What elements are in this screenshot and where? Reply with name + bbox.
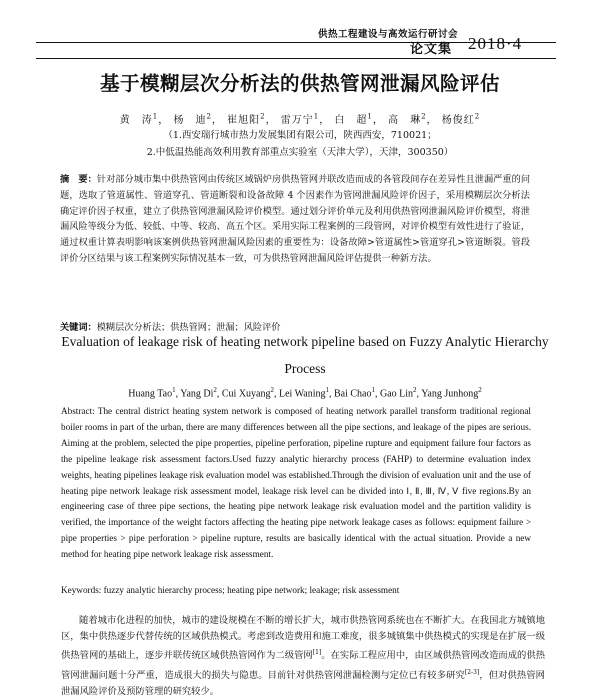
abstract-en-label: Abstract: [61, 406, 95, 416]
citation-ref: [2-3] [464, 668, 480, 676]
author-cn: 杨俊红 [441, 115, 475, 126]
author-affil-mark: 1 [313, 112, 320, 121]
author-cn: 杨 迪 [173, 115, 207, 126]
author-cn: 雷万宁 [280, 115, 314, 126]
body-paragraph [61, 613, 545, 700]
header-rule-bottom [36, 58, 556, 59]
author-cn: 黄 涛 [119, 115, 153, 126]
abstract-cn [60, 172, 530, 267]
author-cn: 高 琳 [388, 115, 422, 126]
body-text-3: ，但对供热管网泄漏风险评价及预防管理的研究较少。 [61, 669, 545, 697]
abstract-en [61, 404, 531, 563]
keywords-cn-text: 模糊层次分析法；供热管网；泄漏；风险评价 [96, 322, 281, 333]
abstract-cn-label: 摘 要： [60, 174, 97, 185]
author-affil-mark: 1 [152, 112, 159, 121]
author-affil-mark: 2 [260, 112, 266, 121]
author-affil-mark: 2 [421, 112, 427, 121]
abstract-cn-text: 针对部分城市集中供热管网由传统区域锅炉房供热管网并联改造而成的各管段间存在差异性且泄漏严重的问题，选取了管道属性、管道穿孔、管道断裂和设备故障 4 个因素作为管网泄漏风险评价因子，采用模糊层次分析法确定评价因子权重，建立了供热管网泄漏风险评价模型。通过划分评价单元及利用供热管网泄漏风险评价模型，将泄漏风险等级分为低、较低、中等、较高、高五个区。采用实际工程案例的三段管网，对评价模型有效性进行了验证，通过权重计算表明影响该案例供热管网泄漏风险因素的重要性为：设备故障>管道属性>管道穿孔>管道断裂。管段评价分区结果与该工程案例实际情况基本一致，可为供热管网泄漏风险评估提供一种新方法。 [60, 174, 531, 264]
author-affil-mark: 2 [478, 386, 482, 394]
paper-title-en: Evaluation of leakage risk of heating network pipeline based on Fuzzy Analytic Hierarchy Process [61, 334, 549, 376]
issue-number: 2018·4 [468, 34, 523, 53]
author-en: Lei Waning [279, 388, 326, 400]
affiliation-2: 2.中低温热能高效利用教育部重点实验室（天津大学），天津，300350） [146, 147, 454, 158]
author-list-cn: 黄 涛$^1$， 杨 迪$^2$， 崔旭阳$^2$， 雷万宁$^1$， 白 超$^1$， 高 琳$^2$， 杨俊红$^2$ [119, 112, 481, 126]
body-text-1: 随着城市化进程的加快，城市的建设规模在不断的增长扩大，城市供热管网系统也在不断扩大。在我国北方城镇地区，集中供热逐步代替传统的区域供热模式。考虑到改造费用和施工难度，很多城镇集中供热模式的实现是在扩展一级供热管网的基础上，逐步并联传统区域供热管网作为二级管网 [61, 615, 545, 662]
author-en: Cui Xuyang [221, 388, 271, 400]
author-cn: 崔旭阳 [227, 115, 261, 126]
author-en: Yang Di [180, 388, 214, 400]
running-header [0, 0, 600, 64]
keywords-en [61, 585, 541, 595]
author-affil-mark: 2 [270, 386, 274, 394]
citation-ref: [1] [312, 649, 322, 657]
keywords-en-label: Keywords: [61, 585, 102, 595]
author-en: Bai Chao [334, 388, 372, 400]
author-affil-mark: 1 [325, 386, 329, 394]
author-affil-mark: 2 [413, 386, 417, 394]
body-text-2: 。在实际工程应用中，由区域供热管网改造而成的供热管网泄漏问题十分严重，造成很大的损失与隐患。目前针对供热管网泄漏检测与定位已有较多研究 [61, 650, 545, 681]
keywords-en-text: fuzzy analytic hierarchy process; heating pipe network; leakage; risk assessment [103, 585, 400, 595]
author-affil-mark: 2 [474, 112, 481, 121]
author-cn: 白 超 [334, 115, 368, 126]
affiliation-1: （1.西安瑞行城市热力发展集团有限公司，陕西西安，710021； [163, 130, 437, 141]
author-affil-mark: 2 [213, 386, 217, 394]
author-en: Yang Junhong [421, 388, 479, 400]
author-en: Huang Tao [128, 388, 173, 400]
author-en: Gao Lin [380, 388, 414, 400]
journal-name: 供热工程建设与高效运行研讨会 [318, 29, 459, 40]
section-label: 论文集 [410, 42, 453, 57]
author-affil-mark: 1 [367, 112, 373, 121]
author-affil-mark: 2 [206, 112, 212, 121]
keywords-cn-label: 关键词： [60, 322, 97, 333]
paper-title-cn: 基于模糊层次分析法的供热管网泄漏风险评估 [99, 72, 500, 95]
author-list-en: Huang Tao$^1$, Yang Di$^2$, Cui Xuyang$^2$, Lei Waning$^1$, Bai Chao$^1$, Gao Lin$^2$, Yang Junhong$^2$ [128, 386, 482, 400]
author-affil-mark: 1 [371, 386, 375, 394]
author-affil-mark: 1 [172, 386, 176, 394]
abstract-en-text: The central district heating system network is composed of heating network parallel transform traditional regional boiler rooms in part of the urban, there are many differences between all the pipe sections, and leakage of the pipes are serious. Aiming at the problem, selected the pipe properties, pipeline perforation, pipeline rupture and equipment failure four factors as the pipeline leakage risk assessment factors.Used fuzzy analytic hierarchy process (FAHP) to determine evaluation index weights, heating pipelines leakage risk evaluation model was established.Through the division of evaluation unit and the use of heating pipe network leakage risk assessment model, leakage risk level can be divided into Ⅰ, Ⅱ, Ⅲ, Ⅳ, Ⅴ five regions.By an engineering case of three pipe sections, the heating pipe network leakage risk evaluation model and the partition validity is verified, the importance of the weight factors affecting the heating pipe network leakage cases as follows: equipment failure > pipe properties > pipe perforation > pipeline rupture, results are basically identical with the actual situation. Provide a new method for heating pipe network leakage risk assessment. [61, 406, 531, 560]
